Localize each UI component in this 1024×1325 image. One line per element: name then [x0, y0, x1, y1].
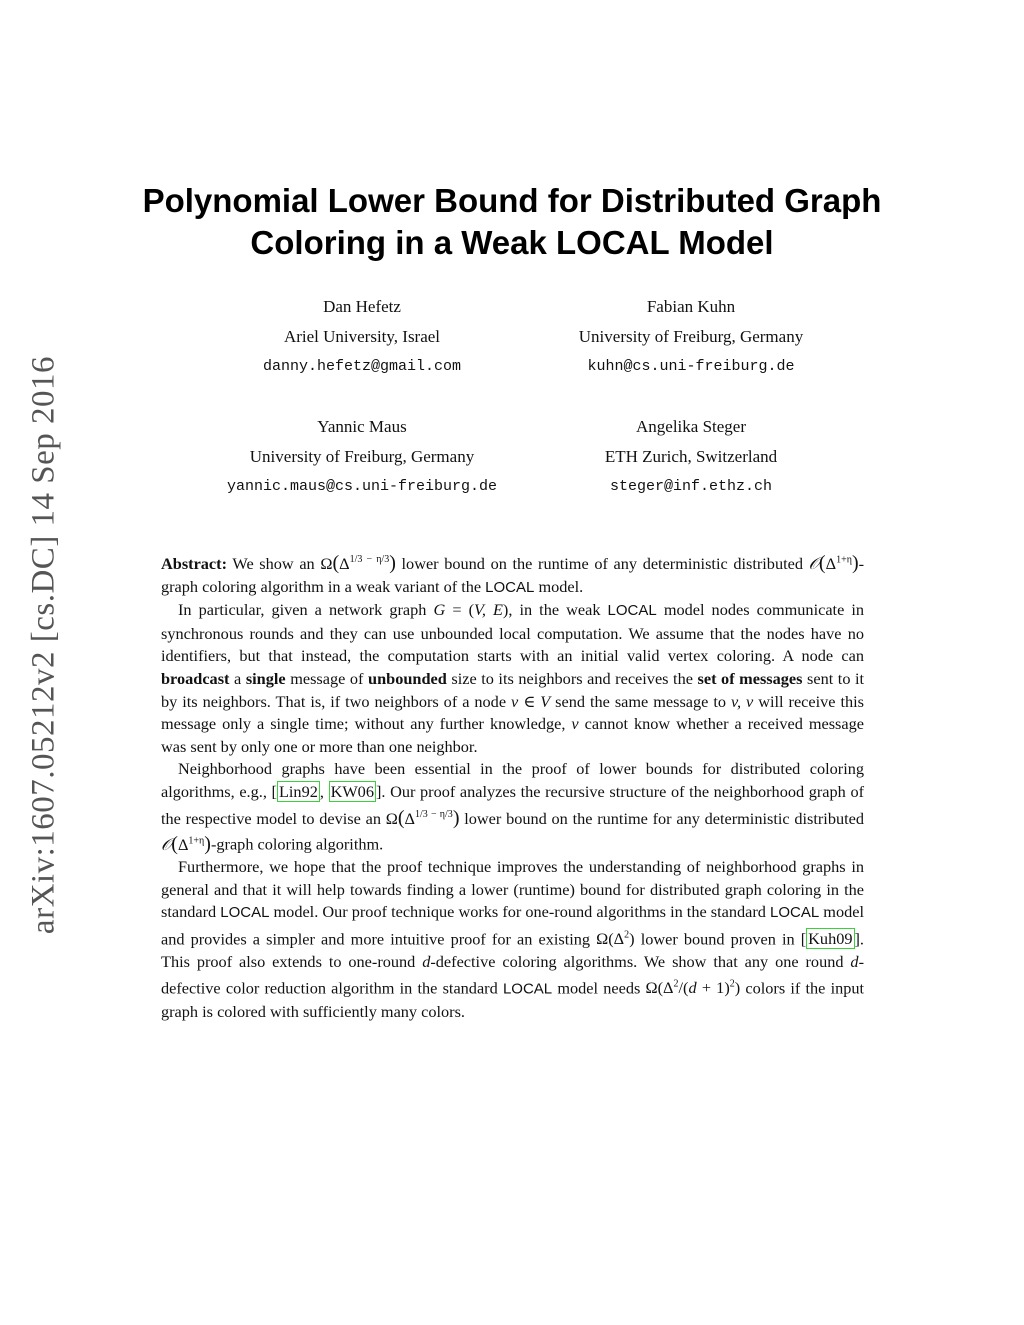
local-model-name: LOCAL [770, 904, 820, 922]
bold-term: unbounded [368, 668, 447, 688]
math-v: v, v [730, 691, 754, 711]
author-block [182, 412, 542, 502]
math-d: d [850, 951, 859, 971]
math-d: d [422, 951, 431, 971]
author-name: Fabian Kuhn [646, 297, 736, 316]
text-run: lower bound on the runtime for any deterministic distributed [464, 808, 865, 828]
text-run: will receive this message only a single time; without any further knowledge, [161, 691, 865, 734]
text-run: -defective color reduction algorithm in the standard [161, 951, 864, 997]
local-model-name: LOCAL [607, 602, 657, 620]
abstract-paragraph-3: Neighborhood graphs have been essential in the proof of lower bounds for distributed coloring algorithms, e.g., [ Lin92 , KW06 ]. Our proof analyzes the recursive structure of the neighborhood graph of the respective model to devise an $\Omega(\Delta^{1/3 - \eta/3})$ lower bound on the runtime for any deterministic distributed $𝒪(\Delta^{1+\eta})$-graph coloring algorithm. [161, 759, 865, 855]
text-run: Furthermore, we hope that the proof technique improves the understanding of neighborhood graphs in general and that it will help towards finding a lower (runtime) bound for distributed graph coloring in the standard [161, 857, 864, 922]
text-run: message of [290, 668, 364, 688]
text-run: send the same message to [555, 691, 727, 711]
text-run: Neighborhood graphs have been essential in the proof of lower bounds for distributed coloring algorithms, e.g., [ [161, 759, 864, 801]
paper-title [100, 180, 924, 264]
text-run: cannot know whether a received message was sent by only one or more than one neighbor. [161, 714, 864, 756]
citation-link[interactable]: KW06 [330, 781, 374, 801]
text-run: a [234, 668, 242, 688]
text-run: -graph coloring algorithm. [210, 834, 384, 854]
author-name: Angelika Steger [636, 417, 746, 436]
arxiv-identifier-stamp [24, 350, 64, 940]
omega-bound-formula: $\Omega(\Delta^{1/3 - \eta/3})$ [320, 552, 396, 574]
author-affiliation: ETH Zurich, Switzerland [604, 447, 778, 466]
omega-bound-formula: $\Omega(\Delta^{1/3 - \eta/3})$ [385, 806, 460, 829]
abstract-paragraph-4 [161, 856, 864, 1023]
text-run: colors if the input graph is colored with sufficiently many colors. [161, 977, 865, 1021]
local-model-name: LOCAL [485, 578, 535, 596]
author-name: Dan Hefetz [323, 297, 401, 316]
text-run: ]. This proof also extends to one-round [161, 929, 864, 971]
text-run: size to its neighbors and receives the [451, 668, 693, 688]
math-v-in-V: v ∈ V [511, 691, 551, 711]
text-run: model nodes communicate in synchronous rounds and they can use unbounded local computation. We assume that the nodes have no identifiers, but that instead, the computation starts with an initial valid vertex coloring. A node can [161, 600, 865, 666]
abstract-paragraph-2 [161, 599, 864, 758]
text-run: , in the weak [508, 600, 601, 620]
text-run: model. Our proof technique works for one-round algorithms in the standard [273, 902, 766, 922]
local-model-name: LOCAL [220, 904, 270, 922]
author-affiliation: Ariel University, Israel [283, 327, 441, 346]
author-email: danny.hefetz@gmail.com [262, 358, 462, 375]
citation-link[interactable]: Kuh09 [808, 929, 853, 949]
text-run: model needs [557, 977, 641, 997]
title-line-2: Coloring in a Weak LOCAL Model [250, 224, 774, 261]
author-email: kuhn@cs.uni-freiburg.de [587, 358, 795, 375]
graph-formula: G = (V, E) [433, 600, 509, 620]
big-o-formula: $𝒪(\Delta^{1+\eta})$ [161, 832, 211, 855]
text-run: model. [538, 576, 584, 596]
author-email: yannic.maus@cs.uni-freiburg.de [226, 478, 498, 495]
author-block [182, 292, 542, 382]
author-affiliation: University of Freiburg, Germany [578, 327, 804, 346]
text-run: lower bound proven in [ [640, 929, 807, 949]
big-o-formula: $𝒪(\Delta^{1+\eta})$ [808, 552, 859, 574]
text-run: sent to it by its neighbors. That is, if two neighbors of a node [161, 668, 865, 711]
author-block [511, 292, 871, 382]
author-block [511, 412, 871, 502]
local-model-name: LOCAL [502, 979, 553, 997]
text-run: We show an [232, 554, 315, 573]
text-run: lower bound on the runtime of any deterministic distributed [401, 554, 803, 573]
color-bound-formula: $\Omega(\Delta^2/(d + 1)^2)$ [645, 977, 741, 997]
abstract-paragraph-1 [161, 549, 864, 599]
author-affiliation: University of Freiburg, Germany [249, 447, 475, 466]
omega-delta-squared-formula: $\Omega(\Delta^2)$ [596, 929, 635, 949]
citation-link[interactable]: Lin92 [278, 781, 318, 801]
author-name: Yannic Maus [317, 417, 407, 436]
text-run: ]. Our proof analyzes the recursive structure of the neighborhood graph of the respective model to devise an [161, 781, 865, 828]
text-run: In particular, given a network graph [178, 600, 427, 620]
abstract [161, 549, 864, 1023]
arxiv-identifier: arXiv:1607.05212v2 [cs.DC] 14 Sep 2016 [25, 355, 62, 935]
title-line-1: Polynomial Lower Bound for Distributed Graph [142, 182, 882, 219]
text-run: -graph coloring algorithm in a weak variant of the [161, 554, 865, 596]
abstract-label: Abstract: [161, 554, 228, 573]
bold-term: set of messages [697, 668, 803, 688]
bold-term: single [245, 668, 286, 688]
text-run: model and provides a simpler and more intuitive proof for an existing [161, 902, 864, 949]
math-v: v [571, 714, 579, 734]
text-run: -defective coloring algorithms. We show that any one round [430, 951, 844, 971]
author-email: steger@inf.ethz.ch [609, 478, 773, 495]
bold-term: broadcast [161, 668, 230, 688]
